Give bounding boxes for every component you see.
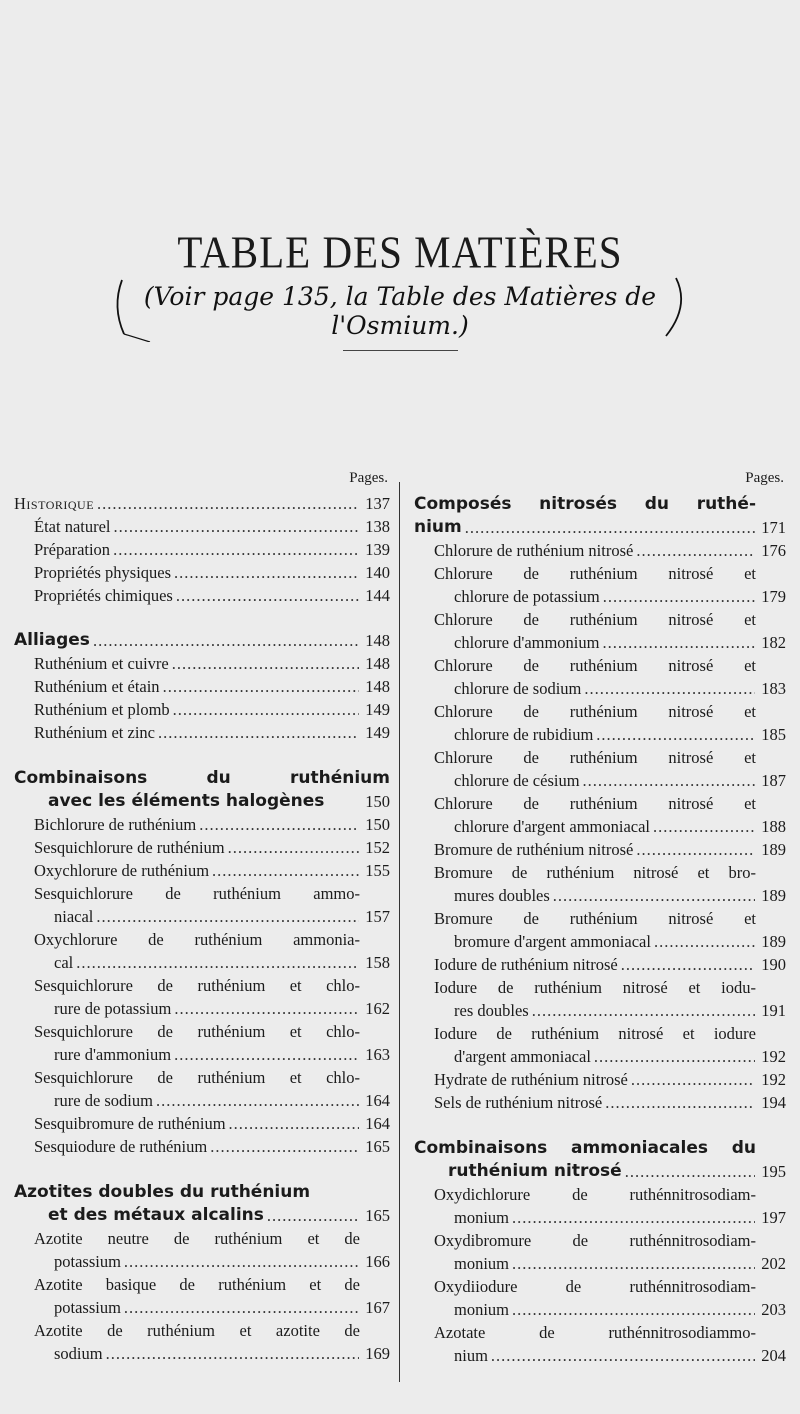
toc-page: 169	[365, 1344, 390, 1363]
toc-label: Sesquichlorure de ruthénium	[34, 838, 225, 857]
toc-entry[interactable]	[414, 861, 786, 907]
toc-entry[interactable]	[14, 1135, 390, 1158]
toc-page: 164	[365, 1114, 390, 1133]
section-heading-ammoniacales: Combinaisons ammoniacales du	[414, 1138, 756, 1158]
toc-label: nium	[414, 517, 462, 537]
page-title: TABLE DES MATIÈRES	[177, 226, 623, 278]
toc-page: 165	[365, 1137, 390, 1156]
leader-dots	[174, 561, 359, 584]
toc-label-line1: Sesquichlorure de ruthénium et chlo-	[34, 1022, 360, 1041]
toc-entry-azotites[interactable]	[14, 1204, 390, 1227]
toc-label-line2: mures doubles	[454, 886, 550, 905]
toc-label-line1: Oxychlorure de ruthénium ammonia-	[34, 930, 360, 949]
leader-dots	[174, 1043, 359, 1066]
section-heading-azotites: Azotites doubles du ruthénium	[14, 1182, 311, 1202]
leader-dots	[76, 951, 359, 974]
toc-label: Ruthénium et plomb	[34, 700, 170, 719]
leader-dots	[124, 1296, 359, 1319]
toc-entry[interactable]	[14, 538, 390, 561]
toc-label-line1: Iodure de ruthénium nitrosé et iodu-	[434, 978, 756, 997]
toc-label: et des métaux alcalins	[48, 1205, 264, 1225]
toc-label-line2: rure d'ammonium	[54, 1045, 172, 1064]
toc-label-line2: chlorure de césium	[454, 771, 580, 790]
leader-dots	[621, 953, 755, 976]
toc-label: Oxychlorure de ruthénium	[34, 861, 210, 880]
toc-label-line1: Chlorure de ruthénium nitrosé et	[434, 610, 756, 629]
toc-label-line2: cal	[54, 953, 74, 972]
toc-page: 149	[365, 700, 390, 719]
toc-page: 182	[761, 633, 786, 652]
toc-entry[interactable]	[414, 838, 786, 861]
handwritten-note-text: (Voir page 135, la Table des Matières de l'Osmium.)	[143, 282, 657, 340]
toc-page: 158	[365, 953, 390, 972]
toc-page: 157	[365, 907, 390, 926]
toc-page: 189	[761, 886, 786, 905]
toc-label: Préparation	[34, 540, 111, 559]
toc-entry[interactable]	[14, 721, 390, 744]
toc-label-line1: Chlorure de ruthénium nitrosé et	[434, 702, 756, 721]
toc-entry[interactable]	[14, 882, 390, 928]
column-divider	[399, 482, 400, 1382]
toc-entry[interactable]	[414, 654, 786, 700]
toc-page: 187	[761, 771, 786, 790]
toc-entry-combinaisons[interactable]	[14, 790, 390, 813]
toc-page: 163	[365, 1045, 390, 1064]
toc-label-line1: Azotite neutre de ruthénium et de	[34, 1229, 360, 1248]
toc-page: 192	[761, 1047, 786, 1066]
toc-label-line2: potassium	[54, 1252, 121, 1271]
toc-page: 189	[761, 840, 786, 859]
toc-entry[interactable]	[414, 1068, 786, 1091]
leader-dots	[124, 1250, 359, 1273]
toc-entry[interactable]	[414, 1183, 786, 1229]
leader-dots	[553, 884, 755, 907]
toc-entry[interactable]	[414, 608, 786, 654]
leader-dots	[532, 999, 755, 1022]
toc-entry[interactable]	[14, 1020, 390, 1066]
toc-label-line2: monium	[454, 1300, 510, 1319]
toc-label: Sesquiodure de ruthénium	[34, 1137, 208, 1156]
leader-dots	[594, 1045, 755, 1068]
toc-page: 190	[761, 955, 786, 974]
toc-entry[interactable]	[14, 859, 390, 882]
leader-dots	[158, 721, 359, 744]
toc-page: 167	[365, 1298, 390, 1317]
toc-label: Ruthénium et étain	[34, 677, 160, 696]
toc-label: Bichlorure de ruthénium	[34, 815, 197, 834]
leader-dots	[96, 905, 359, 928]
toc-label-line1: Chlorure de ruthénium nitrosé et	[434, 794, 756, 813]
toc-page: 164	[365, 1091, 390, 1110]
leader-dots	[199, 813, 359, 836]
leader-dots	[172, 652, 359, 675]
toc-entry[interactable]	[414, 1229, 786, 1275]
toc-label-line2: res doubles	[454, 1001, 529, 1020]
toc-entry[interactable]	[414, 907, 786, 953]
toc-label-line2: chlorure de sodium	[454, 679, 582, 698]
toc-label-line1: Bromure de ruthénium nitrosé et bro-	[434, 863, 756, 882]
leader-dots	[512, 1206, 755, 1229]
toc-entry[interactable]	[414, 1022, 786, 1068]
toc-label-line1: Sesquichlorure de ruthénium ammo-	[34, 884, 360, 903]
toc-label-line2: chlorure d'ammonium	[454, 633, 600, 652]
toc-page: 194	[761, 1093, 786, 1112]
toc-entry[interactable]	[414, 539, 786, 562]
toc-label: avec les éléments halogènes	[48, 791, 325, 811]
toc-page: 183	[761, 679, 786, 698]
leader-dots	[602, 631, 755, 654]
toc-entry-composes[interactable]	[414, 516, 786, 539]
toc-page: 150	[365, 815, 390, 834]
toc-label: Historique	[14, 494, 95, 513]
toc-entry[interactable]	[414, 700, 786, 746]
toc-label-line1: Chlorure de ruthénium nitrosé et	[434, 656, 756, 675]
toc-label-line1: Chlorure de ruthénium nitrosé et	[434, 748, 756, 767]
handwritten-note	[110, 272, 690, 342]
leader-dots	[163, 675, 359, 698]
toc-entry[interactable]	[414, 562, 786, 608]
toc-page: 171	[761, 518, 786, 537]
toc-page: 140	[365, 563, 390, 582]
pages-header: Pages.	[745, 470, 784, 486]
toc-label-line2: monium	[454, 1208, 510, 1227]
leader-dots	[156, 1089, 359, 1112]
toc-entry[interactable]	[414, 976, 786, 1022]
toc-entry[interactable]	[14, 584, 390, 607]
toc-page: 176	[761, 541, 786, 560]
leader-dots	[228, 836, 359, 859]
toc-label-line2: rure de sodium	[54, 1091, 153, 1110]
toc-page: 149	[365, 723, 390, 742]
toc-label-line1: Sesquichlorure de ruthénium et chlo-	[34, 976, 360, 995]
toc-entry[interactable]	[414, 953, 786, 976]
leader-dots	[93, 629, 359, 652]
toc-page: 137	[365, 494, 390, 513]
toc-page: 152	[365, 838, 390, 857]
toc-label: ruthénium nitrosé	[448, 1161, 622, 1181]
toc-page: 138	[365, 517, 390, 536]
toc-label-line1: Oxydichlorure de ruthénnitrosodiam-	[434, 1185, 756, 1204]
toc-label-line1: Oxydiiodure de ruthénnitrosodiam-	[434, 1277, 756, 1296]
toc-label: Hydrate de ruthénium nitrosé	[434, 1070, 628, 1089]
toc-entry[interactable]	[14, 1112, 390, 1135]
toc-label-line1: Oxydibromure de ruthénnitrosodiam-	[434, 1231, 756, 1250]
toc-entry[interactable]	[14, 698, 390, 721]
toc-page: 195	[761, 1162, 786, 1181]
leader-dots	[596, 723, 755, 746]
toc-page: 179	[761, 587, 786, 606]
toc-label: Sesquibromure de ruthénium	[34, 1114, 226, 1133]
leader-dots	[176, 584, 359, 607]
toc-label: Propriétés chimiques	[34, 586, 173, 605]
toc-label-line2: potassium	[54, 1298, 121, 1317]
toc-entry-historique[interactable]	[14, 492, 390, 515]
toc-label: Iodure de ruthénium nitrosé	[434, 955, 618, 974]
toc-entry[interactable]	[14, 652, 390, 675]
toc-entry[interactable]	[14, 836, 390, 859]
toc-page: 155	[365, 861, 390, 880]
leader-dots	[173, 698, 359, 721]
toc-label: Ruthénium et zinc	[34, 723, 155, 742]
toc-label-line2: rure de potassium	[54, 999, 172, 1018]
leader-dots	[636, 838, 755, 861]
section-heading-composes: Composés nitrosés du ruthé-	[414, 494, 756, 514]
leader-dots	[106, 1342, 359, 1365]
toc-page: 188	[761, 817, 786, 836]
toc-entry[interactable]	[14, 561, 390, 584]
toc-page: 197	[761, 1208, 786, 1227]
title-divider	[343, 350, 458, 351]
toc-label-line2: sodium	[54, 1344, 103, 1363]
toc-label: Ruthénium et cuivre	[34, 654, 169, 673]
toc-page: 139	[365, 540, 390, 559]
leader-dots	[113, 538, 359, 561]
toc-entry[interactable]	[414, 1321, 786, 1367]
leader-dots	[631, 1068, 755, 1091]
toc-label: Sels de ruthénium nitrosé	[434, 1093, 603, 1112]
toc-entry-ammoniacales[interactable]	[414, 1160, 786, 1183]
toc-entry[interactable]	[414, 1091, 786, 1114]
toc-page: 189	[761, 932, 786, 951]
toc-entry[interactable]	[14, 675, 390, 698]
toc-page: 144	[365, 586, 390, 605]
toc-label: Chlorure de ruthénium nitrosé	[434, 541, 634, 560]
toc-label-line1: Azotite de ruthénium et azotite de	[34, 1321, 360, 1340]
right-column	[414, 470, 786, 1367]
toc-label-line2: niacal	[54, 907, 94, 926]
leader-dots	[605, 1091, 755, 1114]
toc-entry[interactable]	[14, 515, 390, 538]
toc-entry[interactable]	[14, 974, 390, 1020]
toc-page: 203	[761, 1300, 786, 1319]
section-heading-combinaisons: Combinaisons du ruthénium	[14, 768, 390, 788]
toc-entry[interactable]	[414, 792, 786, 838]
toc-label-line1: Iodure de ruthénium nitrosé et iodure	[434, 1024, 756, 1043]
toc-entry[interactable]	[14, 928, 390, 974]
toc-label-line1: Bromure de ruthénium nitrosé et	[434, 909, 756, 928]
pages-header: Pages.	[349, 470, 388, 486]
toc-page: 162	[365, 999, 390, 1018]
leader-dots	[512, 1252, 755, 1275]
leader-dots	[114, 515, 359, 538]
leader-dots	[465, 516, 755, 539]
toc-label: Alliages	[14, 630, 90, 650]
toc-entry[interactable]	[14, 1273, 390, 1319]
leader-dots	[636, 539, 755, 562]
toc-label: Propriétés physiques	[34, 563, 172, 582]
leader-dots	[625, 1160, 755, 1183]
toc-label-line2: chlorure de rubidium	[454, 725, 594, 744]
toc-page: 202	[761, 1254, 786, 1273]
toc-page: 148	[365, 654, 390, 673]
leader-dots	[229, 1112, 359, 1135]
toc-entry[interactable]	[414, 1275, 786, 1321]
leader-dots	[212, 859, 359, 882]
toc-label-line2: chlorure d'argent ammoniacal	[454, 817, 651, 836]
toc-label-line2: nium	[454, 1346, 488, 1365]
toc-page: 165	[365, 1206, 390, 1225]
toc-label-line1: Sesquichlorure de ruthénium et chlo-	[34, 1068, 360, 1087]
toc-page: 191	[761, 1001, 786, 1020]
toc-page: 166	[365, 1252, 390, 1271]
toc-entry[interactable]	[414, 746, 786, 792]
toc-label: Bromure de ruthénium nitrosé	[434, 840, 634, 859]
toc-entry[interactable]	[14, 1319, 390, 1365]
leader-dots	[583, 769, 755, 792]
toc-label: État naturel	[34, 517, 111, 536]
toc-page: 185	[761, 725, 786, 744]
toc-page: 150	[365, 792, 390, 811]
toc-label-line2: monium	[454, 1254, 510, 1273]
toc-label-line1: Chlorure de ruthénium nitrosé et	[434, 564, 756, 583]
toc-label-line2: chlorure de potassium	[454, 587, 600, 606]
toc-page: 148	[365, 631, 390, 650]
toc-label-line2: bromure d'argent ammoniacal	[454, 932, 651, 951]
leader-dots	[491, 1344, 755, 1367]
leader-dots	[603, 585, 755, 608]
toc-entry-alliages[interactable]	[14, 629, 390, 652]
toc-entry[interactable]	[14, 1066, 390, 1112]
leader-dots	[174, 997, 359, 1020]
leader-dots	[584, 677, 755, 700]
toc-label-line1: Azotite basique de ruthénium et de	[34, 1275, 360, 1294]
left-column	[14, 470, 390, 1365]
toc-entry[interactable]	[14, 1227, 390, 1273]
leader-dots	[653, 815, 755, 838]
toc-page: 192	[761, 1070, 786, 1089]
leader-dots	[512, 1298, 755, 1321]
leader-dots	[267, 1204, 359, 1227]
toc-label-line1: Azotate de ruthénnitrosodiammo-	[434, 1323, 756, 1342]
leader-dots	[210, 1135, 359, 1158]
leader-dots	[654, 930, 755, 953]
toc-page: 204	[761, 1346, 786, 1365]
leader-dots	[97, 492, 359, 515]
toc-label-line2: d'argent ammoniacal	[454, 1047, 591, 1066]
toc-page: 148	[365, 677, 390, 696]
toc-entry[interactable]	[14, 813, 390, 836]
